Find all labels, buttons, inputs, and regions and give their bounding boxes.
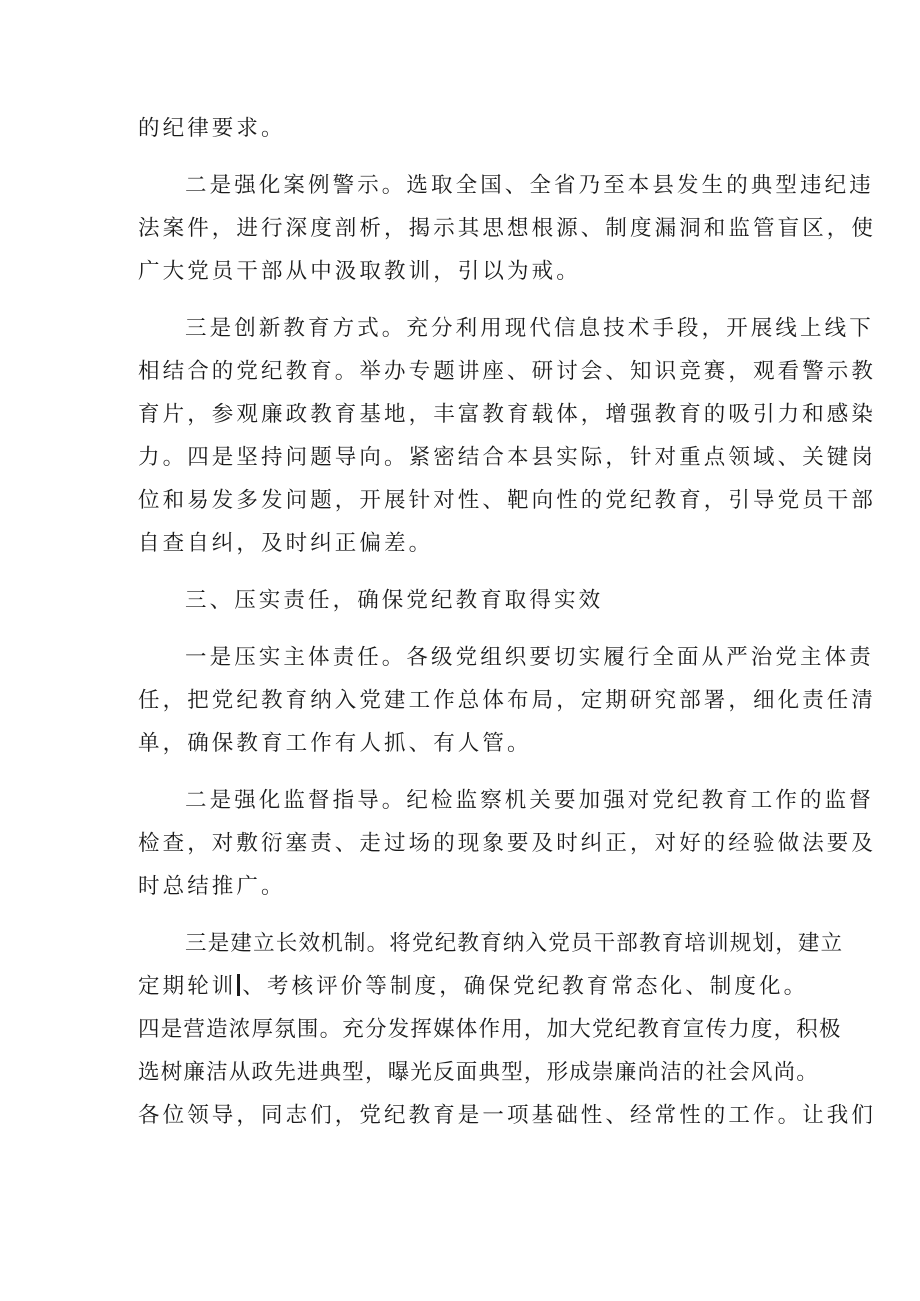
- text-cursor-mark: [237, 974, 240, 996]
- text-line: 相结合的党纪教育。举办专题讲座、研讨会、知识竞赛，观看警示教: [138, 359, 877, 384]
- text-line: 四是营造浓厚氛围。充分发挥媒体作用，加大党纪教育宣传力度，积极: [138, 1017, 842, 1042]
- text-line: 位和易发多发问题，开展针对性、靶向性的党纪教育，引导党员干部: [138, 488, 877, 513]
- text-line: 选树廉洁从政先进典型，曝光反面典型，形成崇廉尚洁的社会风尚。: [138, 1060, 820, 1085]
- text-line: 各位领导，同志们，党纪教育是一项基础性、经常性的工作。让我们: [138, 1103, 877, 1128]
- text-line: 检查，对敷衍塞责、走过场的现象要及时纠正，对好的经验做法要及: [138, 831, 877, 856]
- text-line-with-cursor: [138, 972, 809, 1002]
- paragraph-first-line: 一是压实主体责任。各级党组织要切实履行全面从严治党主体责: [185, 645, 874, 670]
- text-segment: 、考核评价等制度，确保党纪教育常态化、制度化。: [242, 974, 809, 999]
- text-line: 任，把党纪教育纳入党建工作总体布局，定期研究部署，细化责任清: [138, 688, 877, 713]
- paragraph-first-line: 二是强化监督指导。纪检监察机关要加强对党纪教育工作的监督: [185, 788, 874, 813]
- paragraph-first-line: 三是建立长效机制。将党纪教育纳入党员干部教育培训规划，建立: [185, 931, 844, 956]
- text-segment: 定期轮训: [138, 974, 237, 999]
- text-line: 的纪律要求。: [138, 116, 286, 141]
- text-line: 育片，参观廉政教育基地，丰富教育载体，增强教育的吸引力和感染: [138, 402, 877, 427]
- paragraph-first-line: 二是强化案例警示。选取全国、全省乃至本县发生的典型违纪违: [185, 173, 874, 198]
- text-line: 法案件，进行深度剖析，揭示其思想根源、制度漏洞和监管盲区，使: [138, 216, 877, 241]
- text-line: 自查自纠，及时纠正偏差。: [138, 531, 434, 556]
- text-line: 单，确保教育工作有人抓、有人管。: [138, 731, 532, 756]
- section-heading: 三、压实责任，确保党纪教育取得实效: [185, 588, 604, 613]
- text-line: 力。四是坚持问题导向。紧密结合本县实际，针对重点领域、关键岗: [138, 445, 877, 470]
- paragraph-first-line: 三是创新教育方式。充分利用现代信息技术手段，开展线上线下: [185, 316, 874, 341]
- text-line: 时总结推广。: [138, 874, 286, 899]
- text-line: 广大党员干部从中汲取教训，引以为戒。: [138, 259, 581, 284]
